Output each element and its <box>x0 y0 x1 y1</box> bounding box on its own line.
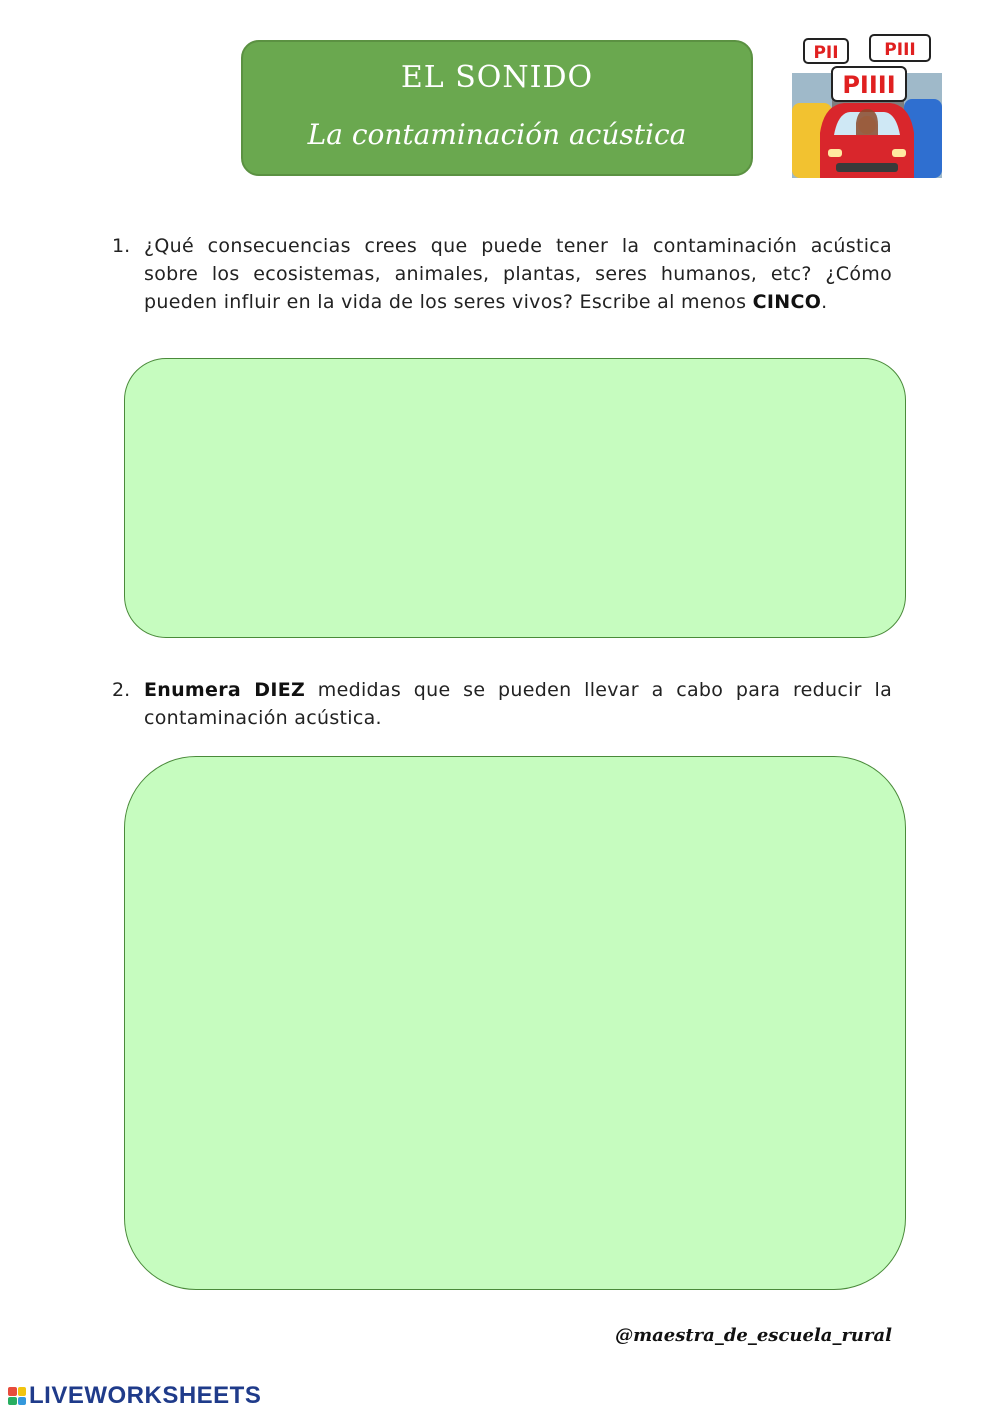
answer-box-2[interactable] <box>124 756 906 1290</box>
question-text-part: ¿Qué consecuencias crees que puede tener la contaminación acústica sobre los ecosistemas, animales, plantas, seres humanos, etc? ¿Cómo pueden influir en la vida de los seres vivos? Escribe al menos <box>144 235 892 313</box>
question-2 <box>112 676 892 732</box>
question-text <box>144 676 892 732</box>
traffic-jam-illustration <box>792 33 942 178</box>
question-text <box>144 232 892 316</box>
logo-text: LIVEWORKSHEETS <box>29 1382 262 1409</box>
question-1 <box>112 232 892 316</box>
author-credit: @maestra_de_escuela_rural <box>615 1325 892 1346</box>
question-text-part: medidas que se pueden llevar a cabo para reducir la contaminación acústica. <box>144 679 893 729</box>
horn-label-2: PIII <box>884 40 916 60</box>
horn-label-1: PII <box>813 43 839 63</box>
question-number: 2. <box>112 679 131 701</box>
question-emphasis: Enumera DIEZ <box>144 679 306 701</box>
worksheet-subtitle: La contaminación acústica <box>307 118 687 151</box>
liveworksheets-logo[interactable] <box>8 1380 261 1412</box>
horn-text-1 <box>804 39 848 63</box>
title-banner <box>241 40 753 176</box>
answer-box-1[interactable] <box>124 358 906 638</box>
logo-grid-icon <box>8 1387 26 1405</box>
horn-label-3: PIIII <box>842 71 896 99</box>
horn-text-2 <box>870 35 930 61</box>
worksheet-title: EL SONIDO <box>400 60 594 95</box>
horn-text-3 <box>832 67 906 101</box>
question-emphasis: CINCO <box>752 291 822 313</box>
question-text-end: . <box>821 291 828 313</box>
question-number: 1. <box>112 235 131 257</box>
